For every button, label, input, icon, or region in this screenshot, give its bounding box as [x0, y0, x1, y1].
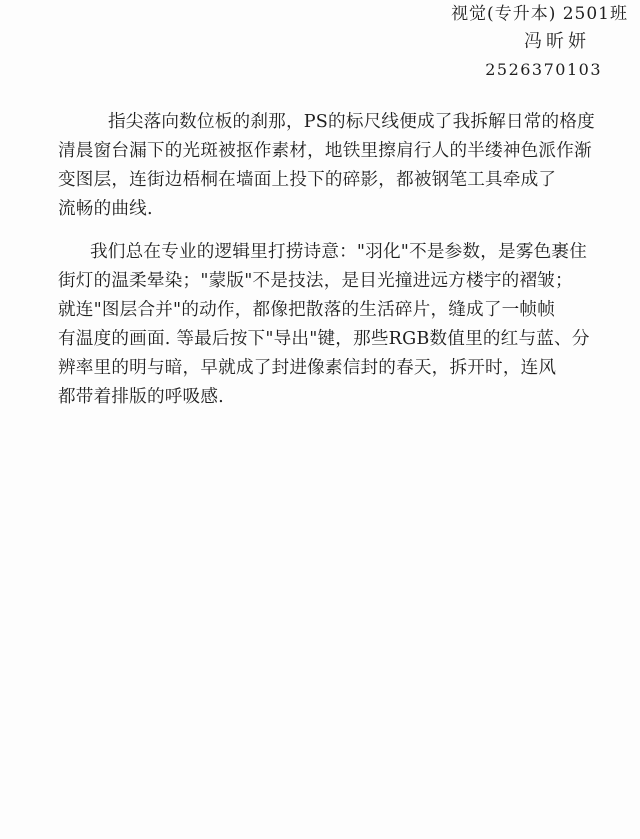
course-class: 视觉(专升本) 2501班	[451, 4, 628, 24]
paragraph-2-line: 有温度的画面. 等最后按下"导出"键，那些RGB数值里的红与蓝、分	[58, 329, 590, 349]
student-id: 2526370103	[485, 60, 602, 79]
paragraph-1-line: 指尖落向数位板的刹那，PS的标尺线便成了我拆解日常的格度	[108, 112, 595, 132]
paragraph-2-line: 就连"图层合并"的动作，都像把散落的生活碎片，缝成了一帧帧	[58, 300, 556, 320]
paragraph-2-line: 都带着排版的呼吸感.	[58, 387, 224, 407]
paragraph-2-line: 我们总在专业的逻辑里打捞诗意："羽化"不是参数，是雾色裹住	[90, 242, 588, 262]
essay-body	[58, 108, 618, 412]
paragraph-1-line: 变图层，连街边梧桐在墙面上投下的碎影，都被钢笔工具牵成了	[58, 170, 557, 190]
paragraph-2-line: 辨率里的明与暗，早就成了封进像素信封的春天，拆开时，连风	[58, 358, 557, 378]
paragraph-1-line: 流畅的曲线.	[58, 199, 153, 219]
header-info	[428, 0, 628, 84]
paragraph-1-line: 清晨窗台漏下的光斑被抠作素材，地铁里擦肩行人的半缕神色派作渐	[58, 141, 592, 161]
student-name: 冯昕妍	[524, 31, 590, 52]
paragraph-gap	[58, 224, 618, 238]
paragraph-2-line: 街灯的温柔晕染；"蒙版"不是技法，是目光撞进远方楼宇的褶皱；	[58, 271, 573, 291]
